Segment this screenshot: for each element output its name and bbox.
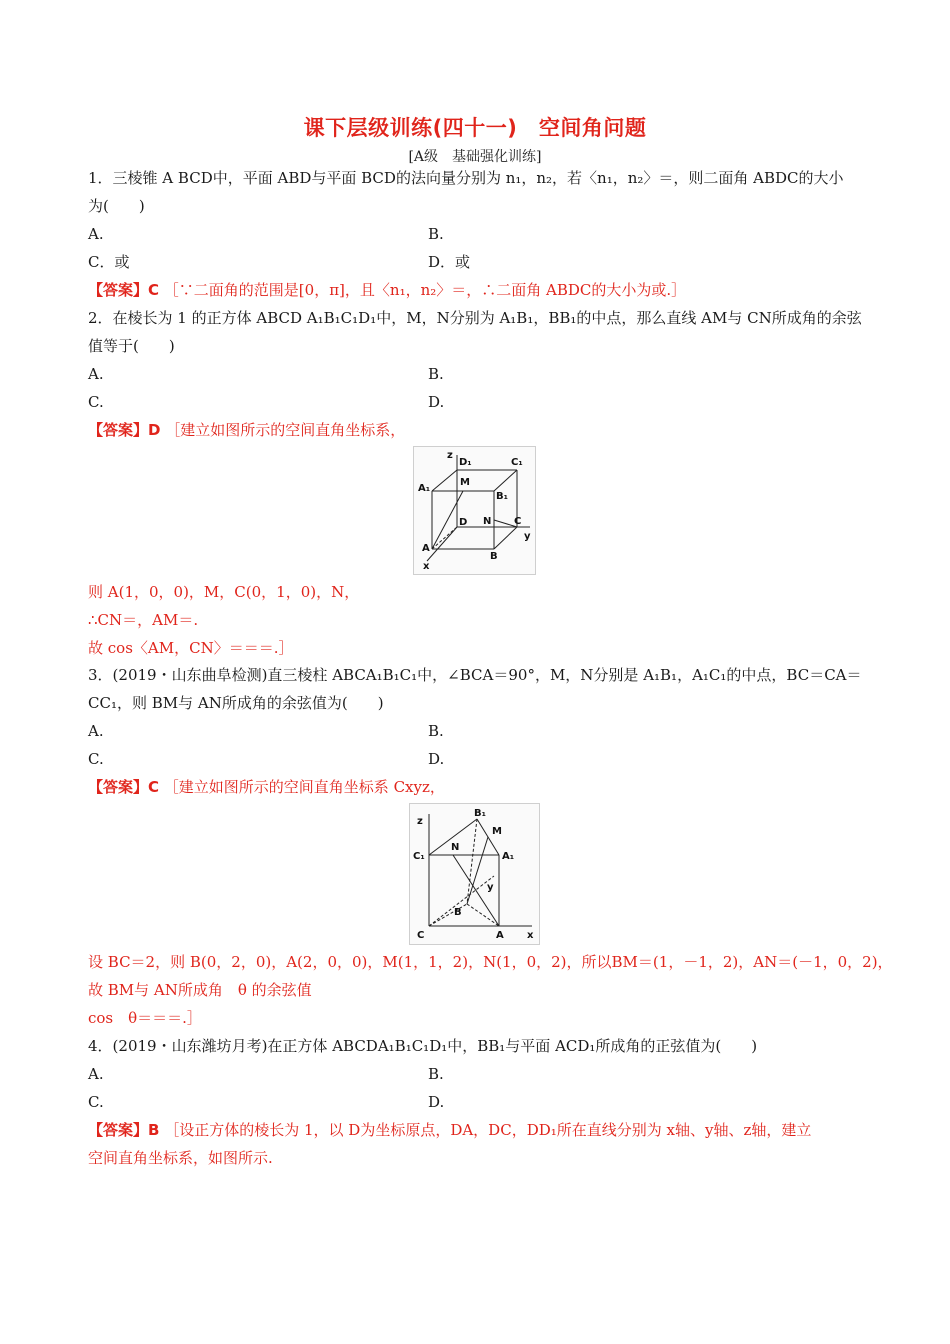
page-title: 课下层级训练(四十一) 空间角问题 — [303, 116, 647, 140]
prism-label-b: B — [454, 907, 462, 918]
q2-stem-line2: 值等于( ) — [88, 337, 175, 355]
q4-answer-tag: 【答案】B — [88, 1121, 160, 1139]
q1-stem-line2: 为( ) — [88, 197, 145, 215]
cube-label-a: A — [422, 543, 430, 554]
q3-option-d: D. — [428, 750, 445, 768]
section-subtitle: [A级 基础强化训练] — [408, 149, 542, 165]
q2-answer-text: ［建立如图所示的空间直角坐标系， — [165, 421, 406, 439]
q1-option-a: A. — [88, 225, 104, 243]
cube-diagram — [414, 447, 535, 574]
q2-stem-line1: 2．在棱长为 1 的正方体 ABCD A₁B₁C₁D₁中，M，N分别为 A₁B₁，BB₁的中点，那么直线 AM与 CN所成角的余弦 — [88, 309, 862, 327]
prism-label-y: y — [487, 882, 494, 893]
q3-answer — [88, 777, 868, 797]
q1-option-d: D．或 — [428, 253, 471, 271]
q2-option-c: C. — [88, 393, 104, 411]
prism-label-a: A — [496, 930, 504, 941]
q4-answer-line2: 空间直角坐标系，如图所示. — [88, 1149, 273, 1167]
q4-option-a: A. — [88, 1065, 104, 1083]
q2-option-d: D. — [428, 393, 445, 411]
cube-label-b: B — [490, 551, 498, 562]
cube-label-c: C — [514, 516, 522, 527]
cube-label-x: x — [423, 561, 430, 572]
cube-label-m: M — [460, 477, 470, 488]
prism-label-c1: C₁ — [413, 851, 425, 862]
q1-answer-text: ［∵二面角的范围是[0，π]，且〈n₁，n₂〉＝，∴二面角 ABDC的大小为或.］ — [163, 281, 687, 299]
q4-answer — [88, 1120, 868, 1140]
q4-option-c: C. — [88, 1093, 104, 1111]
prism-diagram — [410, 804, 539, 944]
prism-label-m: M — [492, 826, 502, 837]
q3-solution-line3: cos θ＝＝＝.］ — [88, 1009, 202, 1027]
q1-stem-line1: 1．三棱锥 A BCD中，平面 ABD与平面 BCD的法向量分别为 n₁，n₂，若〈n₁，n₂〉＝，则二面角 ABDC的大小 — [88, 169, 844, 187]
q2-option-b: B. — [428, 365, 444, 383]
q3-stem-line1: 3．(2019・山东曲阜检测)直三棱柱 ABCA₁B₁C₁中，∠BCA＝90°，M，N分别是 A₁B₁，A₁C₁的中点，BC＝CA＝ — [88, 666, 862, 684]
q3-solution-line1: 设 BC＝2，则 B(0，2，0)，A(2，0，0)，M(1，1，2)，N(1，0，2)，所以BM＝(1，－1，2)，AN＝(－1，0，2)， — [88, 953, 893, 971]
q2-solution-line3: 故 cos〈AM，CN〉＝＝＝.］ — [88, 639, 294, 657]
prism-label-c: C — [417, 930, 425, 941]
cube-label-c1: C₁ — [511, 457, 523, 468]
cube-label-n: N — [483, 516, 492, 527]
prism-label-x: x — [527, 930, 534, 941]
q2-answer — [88, 420, 868, 440]
q3-answer-tag: 【答案】C — [88, 778, 160, 796]
prism-label-b1: B₁ — [474, 808, 487, 819]
q4-option-b: B. — [428, 1065, 444, 1083]
q3-option-a: A. — [88, 722, 104, 740]
q3-solution-line2: 故 BM与 AN所成角 θ 的余弦值 — [88, 981, 312, 999]
cube-label-y: y — [524, 531, 531, 542]
cube-label-z: z — [447, 450, 453, 461]
q3-option-b: B. — [428, 722, 444, 740]
cube-label-b1: B₁ — [496, 491, 509, 502]
prism-figure — [409, 803, 540, 945]
q4-stem-line1: 4．(2019・山东潍坊月考)在正方体 ABCDA₁B₁C₁D₁中，BB₁与平面 ACD₁所成角的正弦值为( ) — [88, 1037, 758, 1055]
cube-label-d1: D₁ — [459, 457, 472, 468]
q2-option-a: A. — [88, 365, 104, 383]
q2-solution-line1: 则 A(1，0，0)，M，C(0，1，0)，N， — [88, 583, 360, 601]
q1-answer — [88, 280, 868, 300]
q3-answer-text: ［建立如图所示的空间直角坐标系 Cxyz， — [163, 778, 445, 796]
q1-answer-tag: 【答案】C — [88, 281, 160, 299]
q2-solution-line2: ∴CN＝，AM＝. — [88, 611, 199, 629]
prism-label-a1: A₁ — [502, 851, 515, 862]
prism-label-z: z — [417, 816, 423, 827]
q2-answer-tag: 【答案】D — [88, 421, 161, 439]
cube-figure — [413, 446, 536, 575]
q3-option-c: C. — [88, 750, 104, 768]
cube-label-d: D — [459, 517, 468, 528]
prism-label-n: N — [451, 842, 460, 853]
q1-option-b: B. — [428, 225, 444, 243]
cube-label-a1: A₁ — [418, 483, 431, 494]
q4-answer-text: ［设正方体的棱长为 1，以 D为坐标原点，DA，DC，DD₁所在直线分别为 x轴、y轴、z轴，建立 — [164, 1121, 812, 1139]
q4-option-d: D. — [428, 1093, 445, 1111]
q1-option-c: C．或 — [88, 253, 130, 271]
q3-stem-line2: CC₁，则 BM与 AN所成角的余弦值为( ) — [88, 694, 384, 712]
